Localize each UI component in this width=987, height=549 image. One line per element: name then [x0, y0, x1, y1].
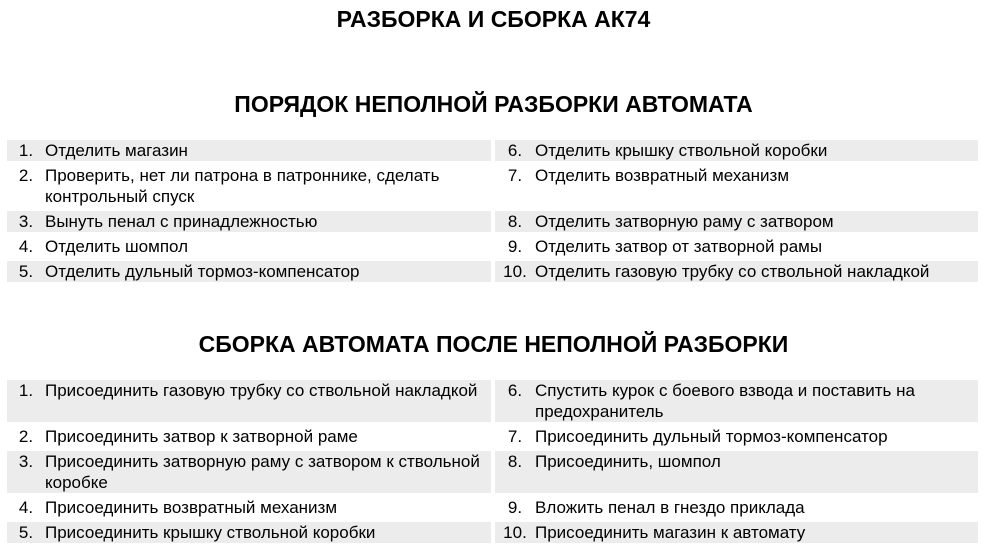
disassembly-step [495, 211, 978, 232]
page-title: РАЗБОРКА И СБОРКА АК74 [336, 6, 651, 32]
step-number: 5. [18, 523, 34, 542]
step-number: 4. [18, 237, 34, 256]
step-number: 10. [503, 523, 527, 542]
step-number: 8. [507, 212, 523, 231]
disassembly-step [7, 211, 491, 232]
step-text: Присоединить затворную раму с затвором к ствольной коробке [45, 452, 480, 492]
step-text: Отделить затворную раму с затвором [535, 212, 834, 231]
step-text: Присоединить затвор к затворной раме [45, 427, 358, 446]
step-number: 8. [507, 452, 523, 471]
disassembly-heading: ПОРЯДОК НЕПОЛНОЙ РАЗБОРКИ АВТОМАТА [234, 91, 753, 117]
disassembly-step [7, 140, 491, 161]
step-text: Отделить магазин [45, 141, 188, 160]
assembly-step [495, 522, 978, 543]
step-text: Присоединить крышку ствольной коробки [45, 523, 376, 542]
step-number: 1. [18, 381, 34, 400]
disassembly-row [7, 165, 978, 207]
step-number: 7. [507, 427, 523, 446]
step-text: Присоединить, шомпол [535, 452, 721, 471]
assembly-row [7, 497, 978, 518]
step-number: 10. [503, 262, 527, 281]
assembly-row [7, 522, 978, 543]
step-text: Присоединить дульный тормоз-компенсатор [535, 427, 888, 446]
step-text: Вынуть пенал с принадлежностью [45, 212, 318, 231]
step-text: Отделить затвор от затворной рамы [535, 237, 823, 256]
step-text: Присоединить магазин к автомату [535, 523, 806, 542]
assembly-row [7, 451, 978, 493]
step-number: 7. [507, 166, 523, 185]
step-text: Отделить газовую трубку со ствольной накладкой [535, 262, 930, 281]
disassembly-step [7, 236, 491, 257]
step-text: Спустить курок с боевого взвода и поставить на предохранитель [535, 381, 915, 421]
step-number: 3. [18, 212, 34, 231]
step-text: Отделить шомпол [45, 237, 189, 256]
step-text: Отделить возвратный механизм [535, 166, 790, 185]
disassembly-steps-list [7, 140, 978, 286]
step-text: Присоединить возвратный механизм [45, 498, 338, 517]
assembly-step [495, 497, 978, 518]
step-number: 2. [18, 166, 34, 185]
disassembly-step [7, 261, 491, 282]
disassembly-row [7, 140, 978, 161]
step-number: 4. [18, 498, 34, 517]
disassembly-step [495, 165, 978, 207]
step-number: 5. [18, 262, 34, 281]
disassembly-step [495, 236, 978, 257]
step-number: 6. [507, 381, 523, 400]
assembly-row [7, 380, 978, 422]
step-text: Присоединить газовую трубку со ствольной накладкой [45, 381, 478, 400]
assembly-step [495, 451, 978, 493]
disassembly-row [7, 236, 978, 257]
step-text: Отделить дульный тормоз-компенсатор [45, 262, 360, 281]
step-number: 2. [18, 427, 34, 446]
assembly-steps-list [7, 380, 978, 547]
step-text: Вложить пенал в гнездо приклада [535, 498, 805, 517]
assembly-step [495, 380, 978, 422]
step-number: 3. [18, 452, 34, 471]
assembly-step [7, 426, 491, 447]
step-number: 6. [507, 141, 523, 160]
step-text: Отделить крышку ствольной коробки [535, 141, 828, 160]
assembly-step [7, 522, 491, 543]
step-number: 1. [18, 141, 34, 160]
assembly-row [7, 426, 978, 447]
assembly-heading: СБОРКА АВТОМАТА ПОСЛЕ НЕПОЛНОЙ РАЗБОРКИ [198, 331, 789, 357]
step-text: Проверить, нет ли патрона в патроннике, сделать контрольный спуск [45, 166, 440, 206]
assembly-step [7, 380, 491, 422]
step-number: 9. [507, 237, 523, 256]
assembly-step [7, 497, 491, 518]
disassembly-step [7, 165, 491, 207]
disassembly-step [495, 140, 978, 161]
disassembly-row [7, 261, 978, 282]
disassembly-step [495, 261, 978, 282]
assembly-step [7, 451, 491, 493]
disassembly-row [7, 211, 978, 232]
step-number: 9. [507, 498, 523, 517]
assembly-step [495, 426, 978, 447]
